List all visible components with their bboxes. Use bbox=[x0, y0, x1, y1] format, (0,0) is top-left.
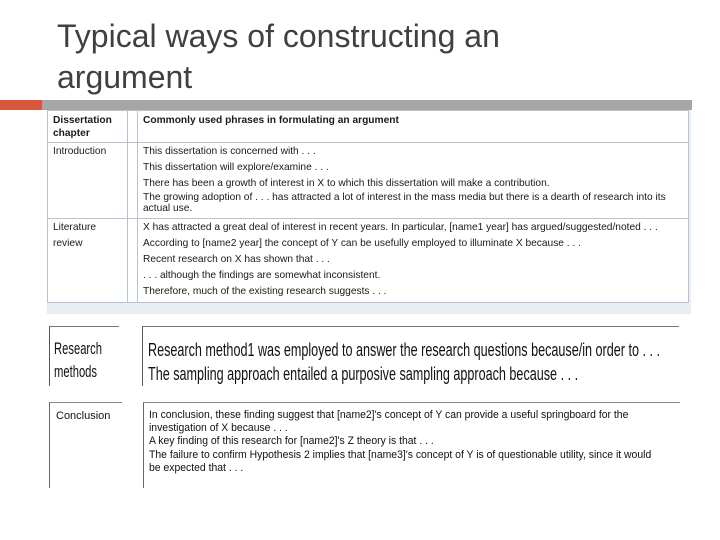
phrase-line: This dissertation will explore/examine . . . bbox=[143, 162, 329, 173]
row-phrases-introduction bbox=[138, 143, 689, 219]
header-phrases bbox=[138, 111, 689, 143]
conclusion-phrases bbox=[143, 402, 680, 488]
row-gap bbox=[128, 219, 138, 303]
table-row bbox=[48, 219, 689, 303]
header-phrases-text: Commonly used phrases in formulating an argument bbox=[143, 115, 399, 126]
title-line-2: argument bbox=[57, 59, 193, 95]
phrase-line: . . . although the findings are somewhat inconsistent. bbox=[143, 270, 381, 281]
row-gap bbox=[128, 143, 138, 219]
research-methods-label bbox=[49, 326, 119, 386]
label-line-2: methods bbox=[54, 362, 98, 381]
row-chapter-literature-review bbox=[48, 219, 128, 303]
phrase-line: The failure to confirm Hypothesis 2 implies that [name3]'s concept of Y is of questionable utility, since it would bbox=[149, 448, 652, 461]
phrases-table bbox=[47, 110, 689, 303]
research-methods-phrases bbox=[142, 326, 679, 386]
conclusion-label-text: Conclusion bbox=[56, 410, 111, 422]
phrase-line: The growing adoption of . . . has attracted a lot of interest in the mass media but there is a dearth of research into its actual use. bbox=[143, 192, 666, 214]
phrase-line: be expected that . . . bbox=[149, 461, 244, 474]
header-chapter-line-1: Dissertation bbox=[53, 115, 112, 126]
phrase-line: The sampling approach entailed a purposive sampling approach because . . . bbox=[148, 364, 579, 384]
phrase-line: X has attracted a great deal of interest in recent years. In particular, [name1 year] has argued/suggested/noted . . . bbox=[143, 222, 658, 233]
title-line-1: Typical ways of constructing an bbox=[57, 18, 500, 54]
header-chapter-line-2: chapter bbox=[53, 128, 90, 139]
phrase-line: Recent research on X has shown that . . . bbox=[143, 254, 330, 265]
header-gap bbox=[128, 111, 138, 143]
table-row bbox=[48, 143, 689, 219]
phrase-line: Therefore, much of the existing research suggests . . . bbox=[143, 286, 387, 297]
conclusion-image bbox=[47, 402, 680, 488]
row-chapter-introduction bbox=[48, 143, 128, 219]
phrase-line: In conclusion, these finding suggest that [name2]'s concept of Y can provide a useful springboard for the bbox=[149, 409, 629, 421]
conclusion-label bbox=[49, 402, 122, 488]
phrase-line: According to [name2 year] the concept of Y can be usefully employed to illuminate X because . . . bbox=[143, 238, 581, 249]
slide-title bbox=[57, 16, 677, 98]
chapter-label-line-2: review bbox=[53, 238, 83, 249]
header-chapter bbox=[48, 111, 128, 143]
label-line-1: Research bbox=[54, 339, 103, 358]
chapter-label-line-1: Literature bbox=[53, 222, 97, 233]
divider-bar bbox=[42, 100, 692, 110]
chapter-label: Introduction bbox=[53, 146, 107, 157]
accent-bar bbox=[0, 100, 42, 110]
table-header-row bbox=[48, 111, 689, 143]
phrase-line: There has been a growth of interest in X to which this dissertation will make a contribution. bbox=[143, 178, 550, 189]
phrase-line: This dissertation is concerned with . . . bbox=[143, 146, 316, 157]
research-methods-image bbox=[47, 322, 679, 388]
phrase-line: A key finding of this research for [name2]'s Z theory is that . . . bbox=[149, 435, 434, 448]
row-phrases-literature-review bbox=[138, 219, 689, 303]
phrases-table-image bbox=[47, 110, 691, 314]
phrase-line: Research method1 was employed to answer the research questions because/in order to . . . bbox=[148, 340, 660, 360]
phrase-line: investigation of X because . . . bbox=[149, 422, 288, 435]
